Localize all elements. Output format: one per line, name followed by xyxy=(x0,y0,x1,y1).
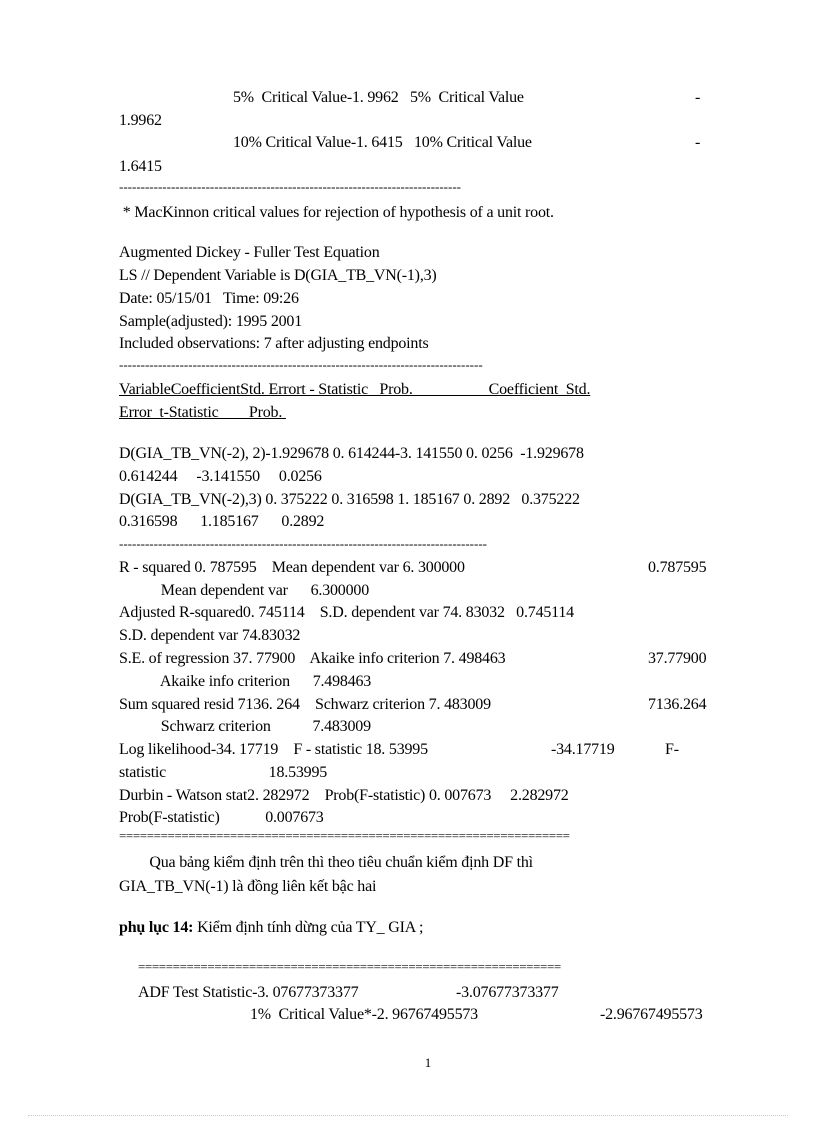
se-regression: S.E. of regression 37. 77900 Akaike info criterion 7. 498463 xyxy=(119,650,506,667)
log-likelihood: Log likelihood-34. 17719 F - statistic 18. 53995 xyxy=(119,741,428,758)
equation-title: Augmented Dickey - Fuller Test Equation xyxy=(119,244,380,261)
se-regression-value: 37.77900 xyxy=(648,650,707,667)
sd-dependent-var: S.D. dependent var 74.83032 xyxy=(119,627,301,644)
table-row-2-cont: 0.316598 1.185167 0.2892 xyxy=(119,513,325,530)
value-10pct: 1.6415 xyxy=(119,158,162,175)
separator-3: ------------------------------------------------------------------------------------- xyxy=(119,536,487,551)
dash-1: - xyxy=(695,89,701,106)
separator-double-1: ================================================================= xyxy=(119,828,570,843)
r-squared: R - squared 0. 787595 Mean dependent var 6. 300000 xyxy=(119,559,465,576)
adf-test-statistic: ADF Test Statistic-3. 07677373377 xyxy=(138,984,359,1001)
adjusted-r-squared: Adjusted R-squared0. 745114 S.D. dependent var 74. 83032 0.745114 xyxy=(119,604,574,621)
critical-value-10pct: 10% Critical Value-1. 6415 10% Critical Value xyxy=(233,134,532,151)
dash-2: - xyxy=(695,134,701,151)
separator-1: ------------------------------------------------------------------------------- xyxy=(119,179,461,194)
separator-double-2: ============================================================= xyxy=(138,959,561,974)
r-squared-value: 0.787595 xyxy=(648,559,707,576)
date-time: Date: 05/15/01 Time: 09:26 xyxy=(119,290,299,307)
separator-2: ------------------------------------------------------------------------------------ xyxy=(119,357,483,372)
table-row-2: D(GIA_TB_VN(-2),3) 0. 375222 0. 316598 1. 185167 0. 2892 0.375222 xyxy=(119,491,580,508)
schwarz: Schwarz criterion 7.483009 xyxy=(119,718,371,735)
prob-f-statistic: Prob(F-statistic) 0.007673 xyxy=(119,809,324,826)
f-label: F- xyxy=(665,741,679,758)
value-5pct: 1.9962 xyxy=(119,112,162,129)
critical-value-5pct: 5% Critical Value-1. 9962 5% Critical Value xyxy=(233,89,524,106)
conclusion-line-2: GIA_TB_VN(-1) là đồng liên kết bậc hai xyxy=(119,878,377,895)
sum-squared-resid: Sum squared resid 7136. 264 Schwarz criterion 7. 483009 xyxy=(119,696,491,713)
conclusion-line-1: Qua bảng kiểm định trên thì theo tiêu chuẩn kiểm định DF thì xyxy=(119,854,533,871)
observations: Included observations: 7 after adjusting endpoints xyxy=(119,335,429,352)
table-header-cont: Error t-Statistic Prob. xyxy=(119,404,286,421)
dependent-variable: LS // Dependent Variable is D(GIA_TB_VN(-1),3) xyxy=(119,267,437,284)
durbin-watson: Durbin - Watson stat2. 282972 Prob(F-statistic) 0. 007673 2.282972 xyxy=(119,787,569,804)
sum-squared-resid-value: 7136.264 xyxy=(648,696,707,713)
mackinnon-note: * MacKinnon critical values for rejection of hypothesis of a unit root. xyxy=(119,204,554,221)
table-header: VariableCoefficientStd. Errort - Statistic Prob. Coefficient Std. xyxy=(119,381,591,398)
log-likelihood-value: -34.17719 xyxy=(551,741,615,758)
mean-dependent-var: Mean dependent var 6.300000 xyxy=(119,582,370,599)
page-bottom-border xyxy=(28,1115,788,1116)
appendix-title: Kiểm định tính dừng của TY_ GIA ; xyxy=(193,919,424,936)
sample: Sample(adjusted): 1995 2001 xyxy=(119,313,303,330)
adf-test-statistic-value: -3.07677373377 xyxy=(456,984,559,1001)
critical-value-1pct: 1% Critical Value*-2. 96767495573 xyxy=(250,1006,478,1023)
appendix-label: phụ lục 14: xyxy=(119,919,194,936)
f-statistic: statistic 18.53995 xyxy=(119,764,328,781)
page-number: 1 xyxy=(424,1055,432,1070)
table-row-1-cont: 0.614244 -3.141550 0.0256 xyxy=(119,468,322,485)
critical-value-1pct-value: -2.96767495573 xyxy=(600,1006,703,1023)
table-row-1: D(GIA_TB_VN(-2), 2)-1.929678 0. 614244-3. 141550 0. 0256 -1.929678 xyxy=(119,445,584,462)
akaike: Akaike info criterion 7.498463 xyxy=(119,673,372,690)
appendix-heading xyxy=(119,918,423,938)
